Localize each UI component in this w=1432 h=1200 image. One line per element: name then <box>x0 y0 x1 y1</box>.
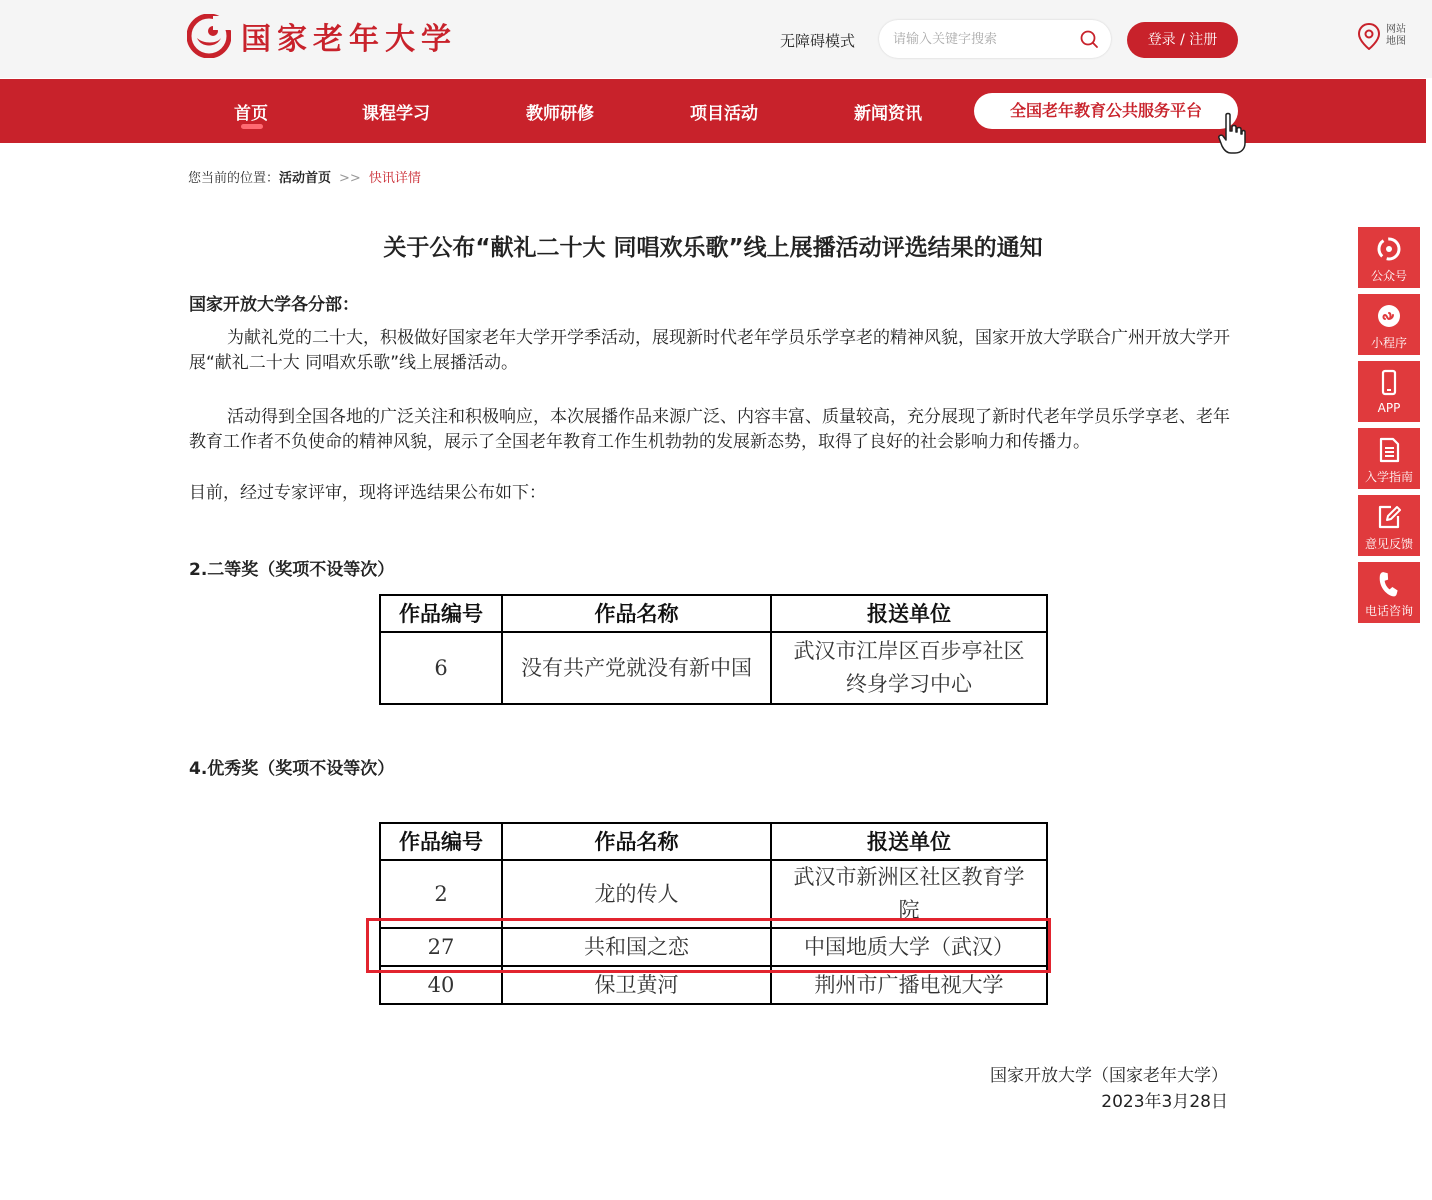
side-button-label: 意见反馈 <box>1364 537 1413 551</box>
sitemap-label: 网站地图 <box>1386 24 1406 47</box>
table-cell-unit: 中国地质大学（武汉） <box>771 928 1047 966</box>
nav-item-courses[interactable]: 课程学习 <box>362 104 430 124</box>
nav-item-news[interactable]: 新闻资讯 <box>854 104 922 124</box>
side-panel <box>1358 227 1420 629</box>
article-title: 关于公布“献礼二十大 同唱欢乐歌”线上展播活动评选结果的通知 <box>383 235 1043 261</box>
table-header-row <box>380 595 1047 632</box>
mini-program-icon <box>1375 302 1403 330</box>
main-nav <box>0 79 1426 143</box>
table-header-cell: 作品编号 <box>380 595 502 632</box>
paragraph-2-text: 活动得到全国各地的广泛关注和积极响应，本次展播作品来源广泛、内容丰富、质量较高，充分展现了新时代老年学员乐学享老、老年教育工作者不负使命的精神风貌，展示了全国老年教育工作生机勃勃的发展新态势，取得了良好的社会影响力和传播力。 <box>189 407 1230 452</box>
wechat-account-icon <box>1375 235 1403 263</box>
table-cell-name: 龙的传人 <box>502 860 771 928</box>
table-cell-unit: 荆州市广播电视大学 <box>771 966 1047 1004</box>
nav-item-public-service-platform[interactable]: 全国老年教育公共服务平台 <box>974 93 1238 129</box>
table-header-cell: 作品名称 <box>502 595 771 632</box>
mobile-phone-icon <box>1375 369 1403 397</box>
nav-item-home[interactable]: 首页 <box>234 104 268 124</box>
top-bar <box>0 0 1432 78</box>
highlight-annotation-box <box>366 918 1051 973</box>
breadcrumb-separator: >> <box>339 171 361 186</box>
edit-icon <box>1375 503 1403 531</box>
side-button-feedback[interactable] <box>1358 495 1420 556</box>
side-button-enrollment-guide[interactable] <box>1358 428 1420 489</box>
article-signature <box>990 1063 1228 1115</box>
table-row <box>380 632 1047 704</box>
article-paragraph-3: 目前，经过专家评审，现将评选结果公布如下： <box>189 483 546 503</box>
table-header-cell: 作品名称 <box>502 823 771 860</box>
table-header-cell: 报送单位 <box>771 823 1047 860</box>
table-header-cell: 作品编号 <box>380 823 502 860</box>
excellence-prize-table <box>379 822 1048 1005</box>
side-button-mini-program[interactable] <box>1358 294 1420 355</box>
table-header-cell: 报送单位 <box>771 595 1047 632</box>
table-cell-id: 27 <box>380 928 502 966</box>
table-cell-id: 6 <box>380 632 502 704</box>
breadcrumb <box>188 167 421 186</box>
side-button-label: 电话咨询 <box>1364 604 1413 618</box>
search-box <box>879 20 1111 58</box>
signature-date: 2023年3月28日 <box>1101 1092 1228 1112</box>
side-button-app[interactable] <box>1358 361 1420 422</box>
side-button-label: 入学指南 <box>1364 470 1413 484</box>
paragraph-1-text: 为献礼党的二十大，积极做好国家老年大学开学季活动，展现新时代老年学员乐学享老的精神风貌，国家开放大学联合广州开放大学开展“献礼二十大 同唱欢乐歌”线上展播活动。 <box>189 328 1230 373</box>
table-cell-name: 保卫黄河 <box>502 966 771 1004</box>
side-button-label: APP <box>1377 401 1401 415</box>
login-register-button[interactable]: 登录 / 注册 <box>1127 22 1238 58</box>
site-logo[interactable] <box>187 14 457 58</box>
phone-icon <box>1375 570 1403 598</box>
table-cell-name: 共和国之恋 <box>502 928 771 966</box>
search-input[interactable] <box>893 28 1073 50</box>
side-button-wechat-account[interactable] <box>1358 227 1420 288</box>
search-icon[interactable] <box>1079 29 1099 49</box>
side-button-label: 公众号 <box>1370 269 1407 283</box>
side-button-label: 小程序 <box>1370 336 1407 350</box>
article-paragraph-1 <box>189 326 1239 376</box>
pointer-hand-icon <box>1218 111 1246 155</box>
accessibility-mode-link[interactable]: 无障碍模式 <box>780 32 856 50</box>
nav-item-activities[interactable]: 项目活动 <box>690 104 758 124</box>
sitemap-link[interactable] <box>1356 22 1412 50</box>
logo-emblem-icon <box>187 14 231 58</box>
table-cell-name: 没有共产党就没有新中国 <box>502 632 771 704</box>
breadcrumb-prefix: 您当前的位置： <box>188 171 280 186</box>
table-cell-id: 40 <box>380 966 502 1004</box>
table-header-row <box>380 823 1047 860</box>
article-salutation: 国家开放大学各分部： <box>189 295 359 315</box>
location-pin-icon <box>1356 22 1382 50</box>
table-cell-unit: 武汉市新洲区社区教育学院 <box>771 860 1047 928</box>
signature-organization: 国家开放大学（国家老年大学） <box>990 1066 1228 1086</box>
section-heading-second-prize: 2.二等奖（奖项不设等次） <box>189 560 395 580</box>
section-heading-excellence-prize: 4.优秀奖（奖项不设等次） <box>189 759 395 779</box>
nav-item-teacher-training[interactable]: 教师研修 <box>526 104 594 124</box>
side-button-phone-consult[interactable] <box>1358 562 1420 623</box>
article-paragraph-2 <box>189 405 1239 455</box>
breadcrumb-current[interactable]: 快讯详情 <box>368 171 421 186</box>
table-cell-unit: 武汉市江岸区百步亭社区终身学习中心 <box>771 632 1047 704</box>
table-cell-id: 2 <box>380 860 502 928</box>
breadcrumb-home-link[interactable]: 活动首页 <box>279 171 332 186</box>
nav-active-indicator <box>241 124 263 129</box>
second-prize-table <box>379 594 1048 705</box>
document-icon <box>1375 436 1403 464</box>
logo-text: 国家老年大学 <box>241 22 457 57</box>
